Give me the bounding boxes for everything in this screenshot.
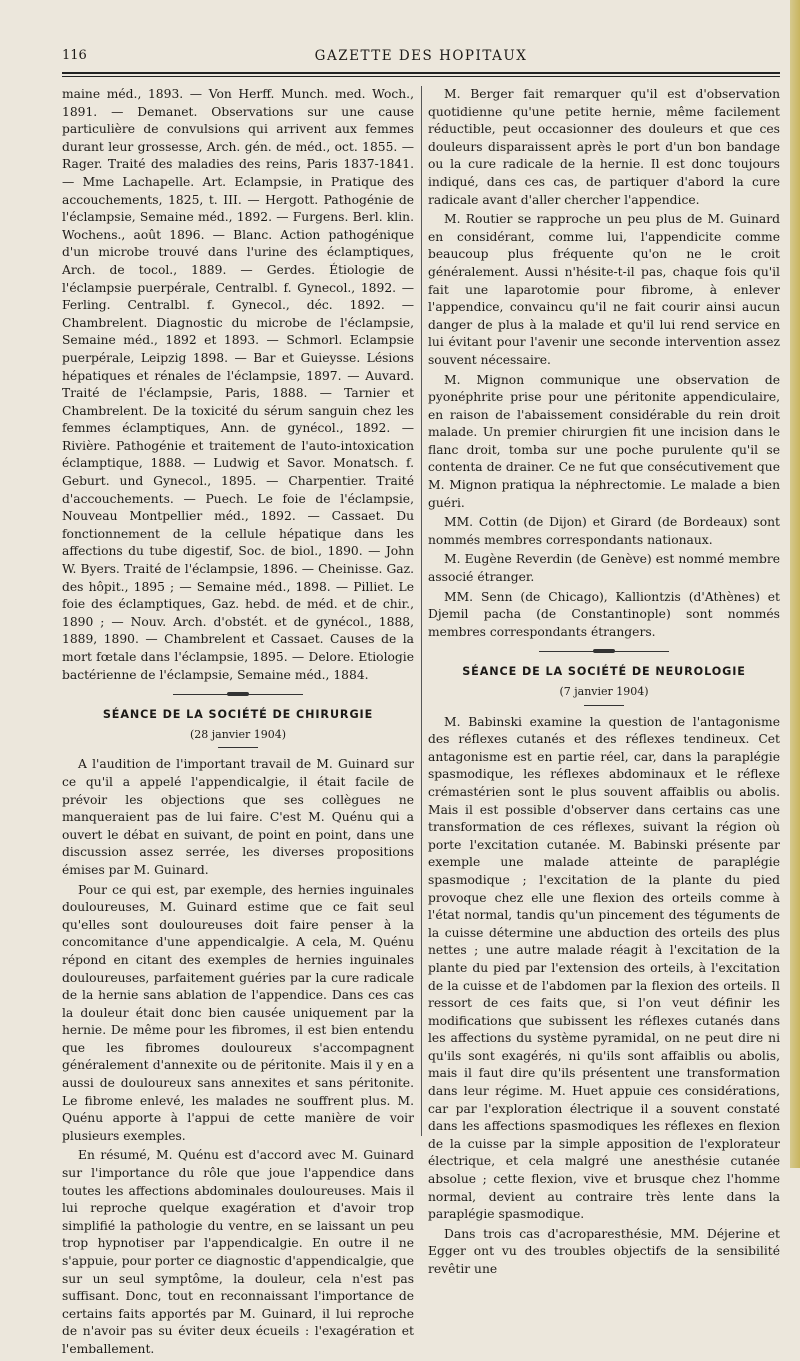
bibliography: maine méd., 1893. — Von Herff. Munch. med. Woch., 1891. — Demanet. Observations sur une cause particulière de convulsions qui arrivent aux femmes durant leur grossesse, Arch. gén. de méd., oct. 1855. — Rager. Traité des maladies des reins, Paris 1837-1841. — Mme Lachapelle. Art. Eclampsie, in Pratique des accouchements, 1825, t. III. — Hergott. Pathogénie de l'éclampsie, Semaine méd., 1892. — Furgens. Berl. klin. Wochens., août 1896. — Blanc. Action pathogénique d'un microbe trouvé dans l'urine des éclamptiques, Arch. de tocol., 1889. — Gerdes. Étiologie de l'éclampsie puerpérale, Centralbl. f. Gynecol., 1892. — Ferling. Centralbl. f. Gynecol., déc. 1892. — Chambrelent. Diagnostic du microbe de l'éclampsie, Semaine méd., 1892 et 1893. — Schmorl. Eclampsie puerpérale, Leipzig 1898. — Bar et Guieysse. Lésions hépatiques et rénales de l'éclampsie, 1897. — Auvard. Traité de l'éclampsie, Paris, 1888. — Tarnier et Chambrelent. De la toxicité du sérum sanguin chez les femmes éclamptiques, Ann. de gynécol., 1892. — Rivière. Pathogénie et traitement de l'auto-intoxication éclamptique, 1888. — Ludwig et Savor. Monatsch. f. Geburt. und Gynecol., 1895. — Charpentier. Traité d'accouchements. — Puech. Le foie de l'éclampsie, Nouveau Montpellier méd., 1892. — Cassaet. Du fonctionnement de la cellule hépatique dans les affections du tube digestif, Soc. de biol., 1890. — John W. Byers. Traité de l'éclampsie, 1896. — Cheinisse. Gaz. des hôpit., 1895 ; — Semaine méd., 1898. — Pilliet. Le foie des éclamptiques, Gaz. hebd. de méd. et de chir., 1890 ; — Nouv. Arch. d'obstét. et de gynécol., 1888, 1889, 1890. — Chambrelent et Cassaet. Causes de la mort fœtale dans l'éclampsie, 1895. — Delore. Etiologie bactérienne de l'éclampsie, Semaine méd., 1884.: [62, 87, 414, 682]
page-header: [62, 48, 780, 70]
column-divider: [421, 86, 422, 1136]
paragraph: MM. Senn (de Chicago), Kalliontzis (d'Athènes) et Djemil pacha (de Constantinople) sont nommés membres correspondants étrangers.: [428, 589, 780, 639]
paragraph: En résumé, M. Quénu est d'accord avec M. Guinard sur l'importance du rôle que joue l'appendice dans toutes les affections abdominales douloureuses. Mais il lui reproche quelque exagération et d'avoir trop simplifié la pathologie du ventre, en se laissant un peu trop hypnotiser par l'appendicalgie. En outre il ne s'appuie, pour porter ce diagnostic d'appendicalgie, que sur un seul symptôme, la douleur, cela n'est pas suffisant. Donc, tout en reconnaissant l'importance de certains faits apportés par M. Guinard, il lui reproche de n'avoir pas su éviter deux écueils : l'exagération et l'emballement.: [62, 1148, 414, 1356]
right-column: [428, 86, 780, 1281]
section-title-chirurgie: SÉANCE DE LA SOCIÉTÉ DE CHIRURGIE: [102, 708, 374, 722]
header-rule: [62, 72, 780, 74]
paragraph: M. Mignon communique une observation de pyonéphrite prise pour une péritonite appendiculaire, en raison de l'abaissement considérable du rein droit malade. Un premier chirurgien fit une incision dans le flanc droit, tomba sur une poche purulente qu'il se contenta de drainer. Ce ne fut que consécutivement que M. Mignon pratiqua la néphrectomie. Le malade a bien guéri.: [428, 372, 780, 510]
section-date-chirurgie: (28 janvier 1904): [189, 727, 287, 741]
left-column: [62, 86, 414, 1361]
paragraph: M. Berger fait remarquer qu'il est d'observation quotidienne qu'une petite hernie, même facilement réductible, peut occasionner des douleurs et que ces douleurs disparaissent après le port d'un bon bandage ou la cure radicale de la hernie. Il est donc toujours indiqué, dans ces cas, de partiquer d'abord la cure radicale avant d'aller chercher l'appendice.: [428, 87, 780, 207]
journal-title: GAZETTE DES HOPITAUX: [314, 48, 528, 64]
page-number: 116: [62, 48, 87, 63]
paragraph: M. Babinski examine la question de l'antagonisme des réflexes cutanés et des réflexes tendineux. Cet antagonisme est en partie réel, car, dans la paraplégie spasmodique, les réflexes abdominaux et le réflexe crémastérien sont le plus souvent affaiblis ou abolis. Mais il est possible d'observer dans certains cas une transformation de ces réflexes, suivant la région où porte l'excitation cutanée. M. Babinski présente par exemple une malade atteinte de paraplégie spasmodique ; l'excitation de la plante du pied provoque chez elle une flexion des orteils comme à l'état normal, tandis qu'un pincement des téguments de la cuisse détermine une abduction des orteils des plus nettes ; une autre malade réagit à l'excitation de la plante du pied par l'extension des orteils, à l'excitation de la cuisse et de l'abdomen par la flexion des orteils. Il ressort de ces faits que, si l'on veut définir les modifications que subissent les réflexes cutanés dans les affections du système pyramidal, on ne peut dire ni qu'ils sont exagérés, ni qu'ils sont affaiblis ou abolis, mais il faut dire qu'ils présentent une transformation dans leur régime. M. Huet appuie ces considérations, car par l'exploration électrique il a souvent constaté dans les affections spasmodiques les réflexes en flexion de la cuisse par la simple apposition de l'explorateur électrique, et cela malgré une anesthésie cutanée absolue ; cette flexion, vive et brusque chez l'homme normal, devient au contraire très lente dans la paraplégie spasmodique.: [428, 714, 780, 1222]
paragraph: M. Eugène Reverdin (de Genève) est nommé membre associé étranger.: [428, 552, 780, 585]
paragraph: A l'audition de l'important travail de M. Guinard sur ce qu'il a appelé l'appendicalgie, il était facile de prévoir les objections que ses collègues ne manqueraient pas de lui faire. C'est M. Quénu qui a ouvert le débat en suivant, de point en point, dans une discussion assez serrée, les diverses propositions émises par M. Guinard.: [62, 757, 414, 877]
section-separator: [173, 692, 303, 696]
short-rule: [218, 747, 258, 748]
paragraph: Pour ce qui est, par exemple, des hernies inguinales douloureuses, M. Guinard estime que ce fait seul qu'elles sont douloureuses doit faire penser à la concomitance d'une appendicalgie. A cela, M. Quénu répond en citant des exemples de hernies inguinales douloureuses, parfaitement guéries par la cure radicale de la hernie sans ablation de l'appendice. Dans ces cas la douleur était donc bien causée uniquement par la hernie. De même pour les fibromes, il est bien entendu que les fibromes douloureux s'accompagnent généralement d'annexite ou de péritonite. Mais il y en a aussi de douloureux sans annexites et sans péritonite. Le fibrome enlevé, les malades ne souffrent plus. M. Quénu apporte à l'appui de cette manière de voir plusieurs exemples.: [62, 882, 414, 1143]
header-rule-thin: [62, 76, 780, 77]
paragraph: Dans trois cas d'acroparesthésie, MM. Déjerine et Egger ont vu des troubles objectifs de la sensibilité revêtir une: [428, 1226, 780, 1276]
paragraph: M. Routier se rapproche un peu plus de M. Guinard en considérant, comme lui, l'appendicite comme beaucoup plus fréquente qu'on ne le croit généralement. Aussi n'hésite-t-il pas, chaque fois qu'il fait une laparotomie pour fibrome, à enlever l'appendice, convaincu qu'il ne fait courir ainsi aucun danger de plus à la malade et qu'il lui rend service en lui évitant pour l'avenir une seconde intervention assez souvent nécessaire.: [428, 212, 780, 367]
paragraph: MM. Cottin (de Dijon) et Girard (de Bordeaux) sont nommés membres correspondants nationaux.: [428, 515, 780, 547]
section-separator: [539, 649, 669, 653]
section-date-neurologie: (7 janvier 1904): [559, 685, 649, 698]
page-binding-edge: [790, 0, 800, 1168]
short-rule: [584, 705, 624, 706]
section-title-neurologie: SÉANCE DE LA SOCIÉTÉ DE NEUROLOGIE: [462, 665, 746, 679]
